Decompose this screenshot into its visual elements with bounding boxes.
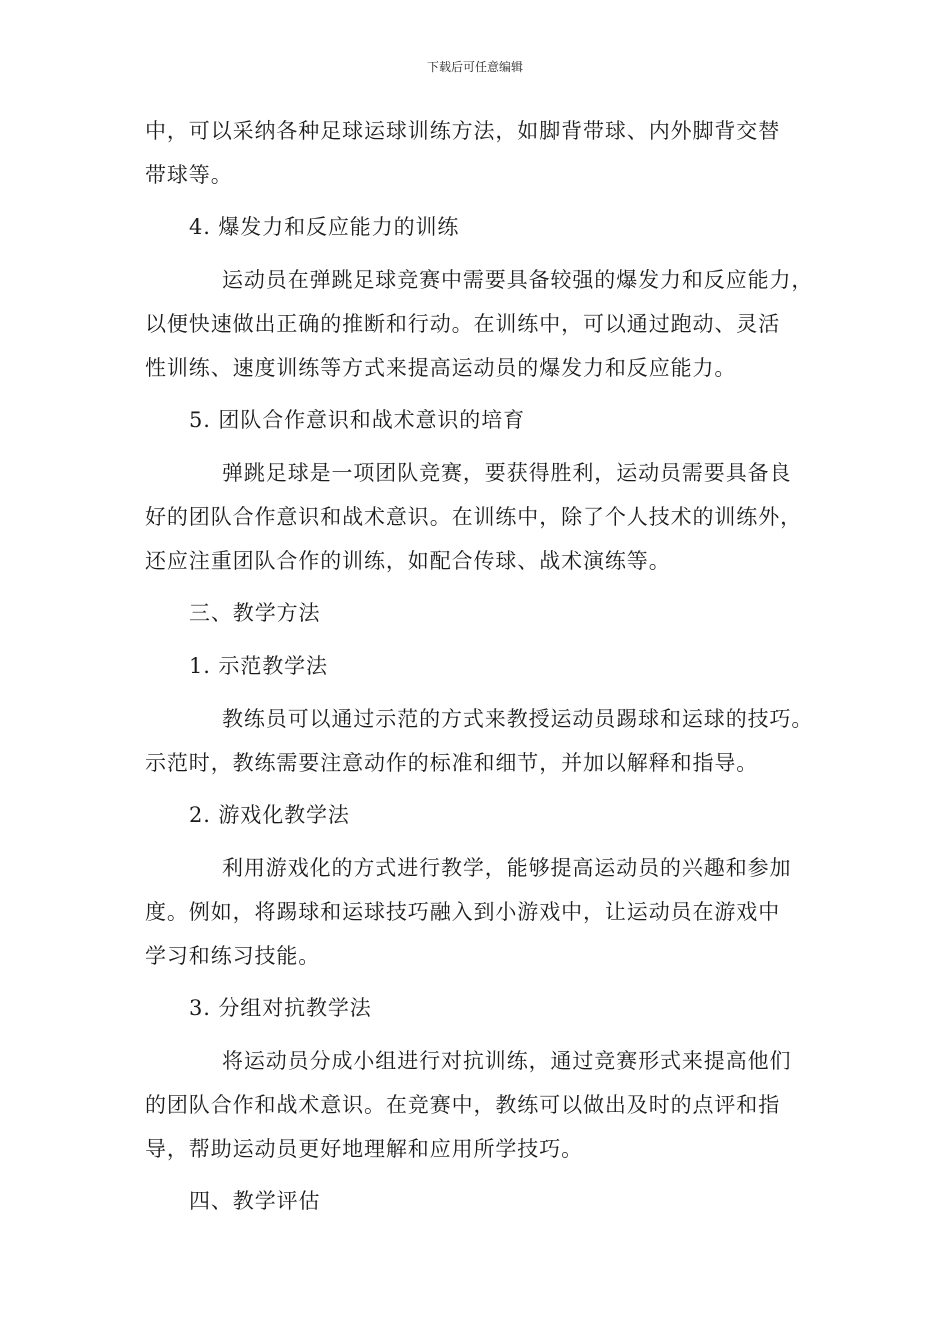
body-line: 的团队合作和战术意识。在竞赛中，教练可以做出及时的点评和指 [145,1093,781,1117]
body-line: 以便快速做出正确的推断和行动。在训练中，可以通过跑动、灵活 [145,312,781,336]
body-line: 好的团队合作意识和战术意识。在训练中，除了个人技术的训练外， [145,505,802,529]
body-line: 导，帮助运动员更好地理解和应用所学技巧。 [145,1137,583,1161]
body-line: 性训练、速度训练等方式来提高运动员的爆发力和反应能力。 [145,356,737,380]
body-line: 中，可以采纳各种足球运球训练方法，如脚背带球、内外脚背交替 [145,119,781,143]
body-line: 带球等。 [145,163,233,187]
section-heading: 3. 分组对抗教学法 [189,996,372,1020]
section-heading: 4. 爆发力和反应能力的训练 [189,215,460,239]
chapter-heading: 三、教学方法 [189,601,321,625]
section-heading: 5. 团队合作意识和战术意识的培育 [189,408,526,432]
body-line: 教练员可以通过示范的方式来教授运动员踢球和运球的技巧。 [222,707,814,731]
body-line: 将运动员分成小组进行对抗训练，通过竞赛形式来提高他们 [222,1049,792,1073]
body-line: 学习和练习技能。 [145,944,321,968]
body-line: 度。例如，将踢球和运球技巧融入到小游戏中，让运动员在游戏中 [145,900,781,924]
body-line: 还应注重团队合作的训练，如配合传球、战术演练等。 [145,549,671,573]
page-header: 下载后可任意编辑 [426,60,523,74]
body-line: 弹跳足球是一项团队竞赛，要获得胜利，运动员需要具备良 [222,461,792,485]
chapter-heading: 四、教学评估 [189,1189,321,1213]
section-heading: 2. 游戏化教学法 [189,803,350,827]
body-line: 示范时，教练需要注意动作的标准和细节，并加以解释和指导。 [145,751,759,775]
body-line: 利用游戏化的方式进行教学，能够提高运动员的兴趣和参加 [222,856,792,880]
body-line: 运动员在弹跳足球竞赛中需要具备较强的爆发力和反应能力， [222,268,814,292]
section-heading: 1. 示范教学法 [189,654,328,678]
